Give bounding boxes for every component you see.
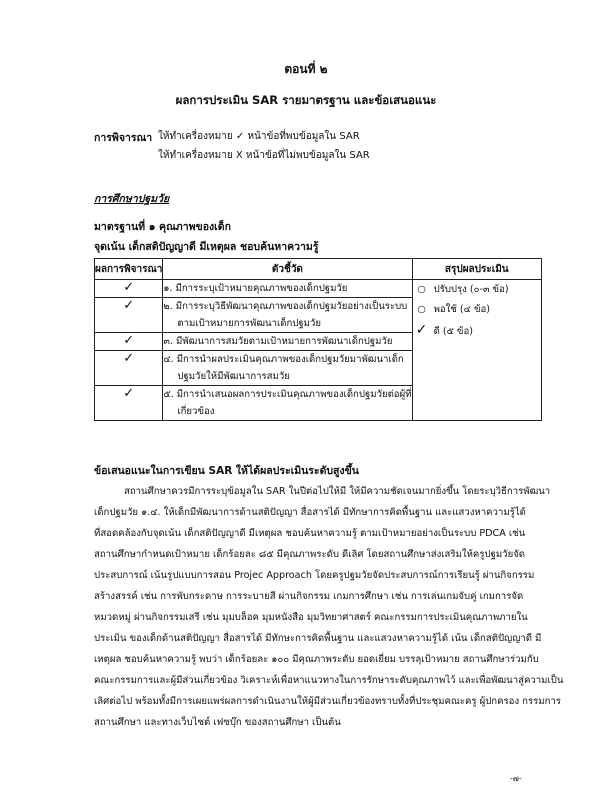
consideration-line-check: ให้ทำเครื่องหมาย ✓ หน้าข้อที่พบข้อมูลใน SAR	[158, 131, 360, 142]
summary-item-fair	[413, 300, 541, 320]
summary-cell	[412, 280, 541, 421]
paragraph-line: สถานศึกษาควรมีการระบุข้อมูลใน SAR ในปีต่อไปให้มี ให้มีความชัดเจนมากยิ่งขึ้น โดยระบุวิธีการพัฒนา	[124, 486, 551, 497]
paragraph-line: สร้างสรรค์ เช่น การพับกระดาษ การระบายสี ผ่านกิจกรรม เกมการศึกษา เช่น การเล่นเกมจับคู่ เกมการจัด	[94, 591, 524, 602]
circle-icon: ○	[417, 304, 426, 315]
paragraph-line: สถานศึกษา และทางเว็บไซต์ เฟซบุ๊ก ของสถานศึกษา เป็นต้น	[94, 717, 341, 728]
check-mark-icon: ✓	[95, 333, 163, 351]
page-number: -๗-	[510, 774, 522, 783]
paragraph-line: คณะกรรมการและผู้มีส่วนเกี่ยวข้อง วิเคราะห์เพื่อหาแนวทางในการรักษาระดับคุณภาพไว้ และเพื่อพัฒนาสู่ความเป็น	[94, 675, 564, 686]
page-subtitle: ผลการประเมิน SAR รายมาตรฐาน และข้อเสนอแนะ	[175, 93, 437, 107]
summary-item-improve	[413, 280, 541, 300]
check-mark-icon: ✓	[95, 351, 163, 386]
indicator-cell	[163, 351, 412, 386]
indicator-text-cont: ปฐมวัยให้มีพัฒนาการสมวัย	[177, 371, 290, 382]
paragraph-line: ประเมิน ของเด็กด้านสติปัญญา สื่อสารได้ มีทักษะการคิดพื้นฐาน และแสวงหาความรู้ได้ เน้น เด็กสติปัญญาดี มี	[94, 633, 542, 644]
check-mark-icon: ✓	[415, 322, 428, 338]
page-title: ตอนที่ ๒	[284, 62, 328, 76]
check-mark-icon: ✓	[95, 280, 163, 298]
indicator-text: ๕. มีการนำเสนอผลการประเมินคุณภาพของเด็กปฐมวัยต่อผู้ที่	[163, 389, 412, 400]
summary-label: พอใช้ (๔ ข้อ)	[433, 304, 491, 315]
summary-label: ดี (๕ ข้อ)	[433, 326, 473, 337]
header-summary: สรุปผลประเมิน	[412, 259, 541, 280]
paragraph-line: ประสบการณ์ เน้นรูปแบบการสอน Projec Approach โดยครูปฐมวัยจัดประสบการณ์การเรียนรู้ ผ่านกิจกรรม	[94, 570, 535, 581]
section-title: การศึกษาปฐมวัย	[94, 193, 170, 205]
standard-title: มาตรฐานที่ ๑ คุณภาพของเด็ก	[94, 221, 231, 233]
criteria-table	[94, 258, 542, 421]
table-header-row	[95, 259, 542, 280]
header-indicator: ตัวชี้วัด	[163, 259, 412, 280]
indicator-cell	[163, 333, 412, 351]
indicator-text: ๔. มีการนำผลประเมินคุณภาพของเด็กปฐมวัยมาพัฒนาเด็ก	[163, 354, 404, 365]
consideration-label: การพิจารณา	[94, 132, 153, 144]
circle-icon: ○	[417, 284, 426, 295]
summary-item-good	[413, 320, 541, 342]
indicator-text: ๒. มีการระบุวิธีพัฒนาคุณภาพของเด็กปฐมวัยอย่างเป็นระบบ	[163, 301, 408, 312]
standard-focus: จุดเน้น เด็กสติปัญญาดี มีเหตุผล ชอบค้นหาความรู้	[94, 241, 319, 253]
header-result: ผลการพิจารณา	[95, 259, 163, 280]
suggestion-title: ข้อเสนอแนะในการเขียน SAR ให้ได้ผลประเมินระดับสูงขึ้น	[94, 465, 359, 477]
indicator-text: ๑. มีการระบุเป้าหมายคุณภาพของเด็กปฐมวัย	[163, 283, 348, 294]
paragraph-line: เลิศต่อไป พร้อมทั้งมีการเผยแพร่ผลการดำเนินงานให้ผู้มีส่วนเกี่ยวข้องทราบทั้งที่ประชุมคณะครู ผู้ปกครอง กรรมการ	[94, 696, 561, 707]
indicator-cell	[163, 298, 412, 333]
indicator-text: ๓. มีพัฒนาการสมวัยตามเป้าหมายการพัฒนาเด็กปฐมวัย	[163, 336, 393, 347]
consideration-line-cross: ให้ทำเครื่องหมาย X หน้าข้อที่ไม่พบข้อมูลใน SAR	[158, 150, 370, 161]
check-mark-icon: ✓	[95, 386, 163, 421]
paragraph-line: เด็กปฐมวัย ๑.๔. ให้เด็กมีพัฒนาการด้านสติปัญญา สื่อสารได้ มีทักษาการคิดพื้นฐาน และแสวงหาความรู้ได้	[94, 507, 526, 518]
indicator-text-cont: เกี่ยวข้อง	[177, 406, 215, 417]
paragraph-line: เหตุผล ชอบค้นหาความรู้ พบว่า เด็กร้อยละ ๑๐๐ มีคุณภาพระดับ ยอดเยี่ยม บรรลุเป้าหมาย สถานศึกษาร่วมกับ	[94, 654, 539, 665]
paragraph-line: หมวดหมู่ ผ่านกิจกรรมเสรี เช่น มุมบล็อค มุมหนังสือ มุมวิทยาศาสตร์ คณะกรรมการประเมินคุณภาพภายใน	[94, 612, 528, 623]
summary-label: ปรับปรุง (๐-๓ ข้อ)	[433, 284, 509, 295]
indicator-text-cont: ตามเป้าหมายการพัฒนาเด็กปฐมวัย	[177, 318, 322, 329]
check-mark-icon: ✓	[95, 298, 163, 333]
paragraph-line: ที่สอดคล้องกับจุดเน้น เด็กสติปัญญาดี มีเหตุผล ชอบค้นหาความรู้ ตามเป้าหมายอย่างเป็นระบบ PDCA เช่น	[94, 528, 526, 539]
indicator-cell	[163, 280, 412, 298]
table-row	[95, 280, 542, 298]
paragraph-line: สถานศึกษากำหนดเป้าหมาย เด็กร้อยละ ๘๕ มีคุณภาพระดับ ดีเลิศ โดยสถานศึกษาส่งเสริมให้ครูปฐมวัยจัด	[94, 549, 526, 560]
indicator-cell	[163, 386, 412, 421]
